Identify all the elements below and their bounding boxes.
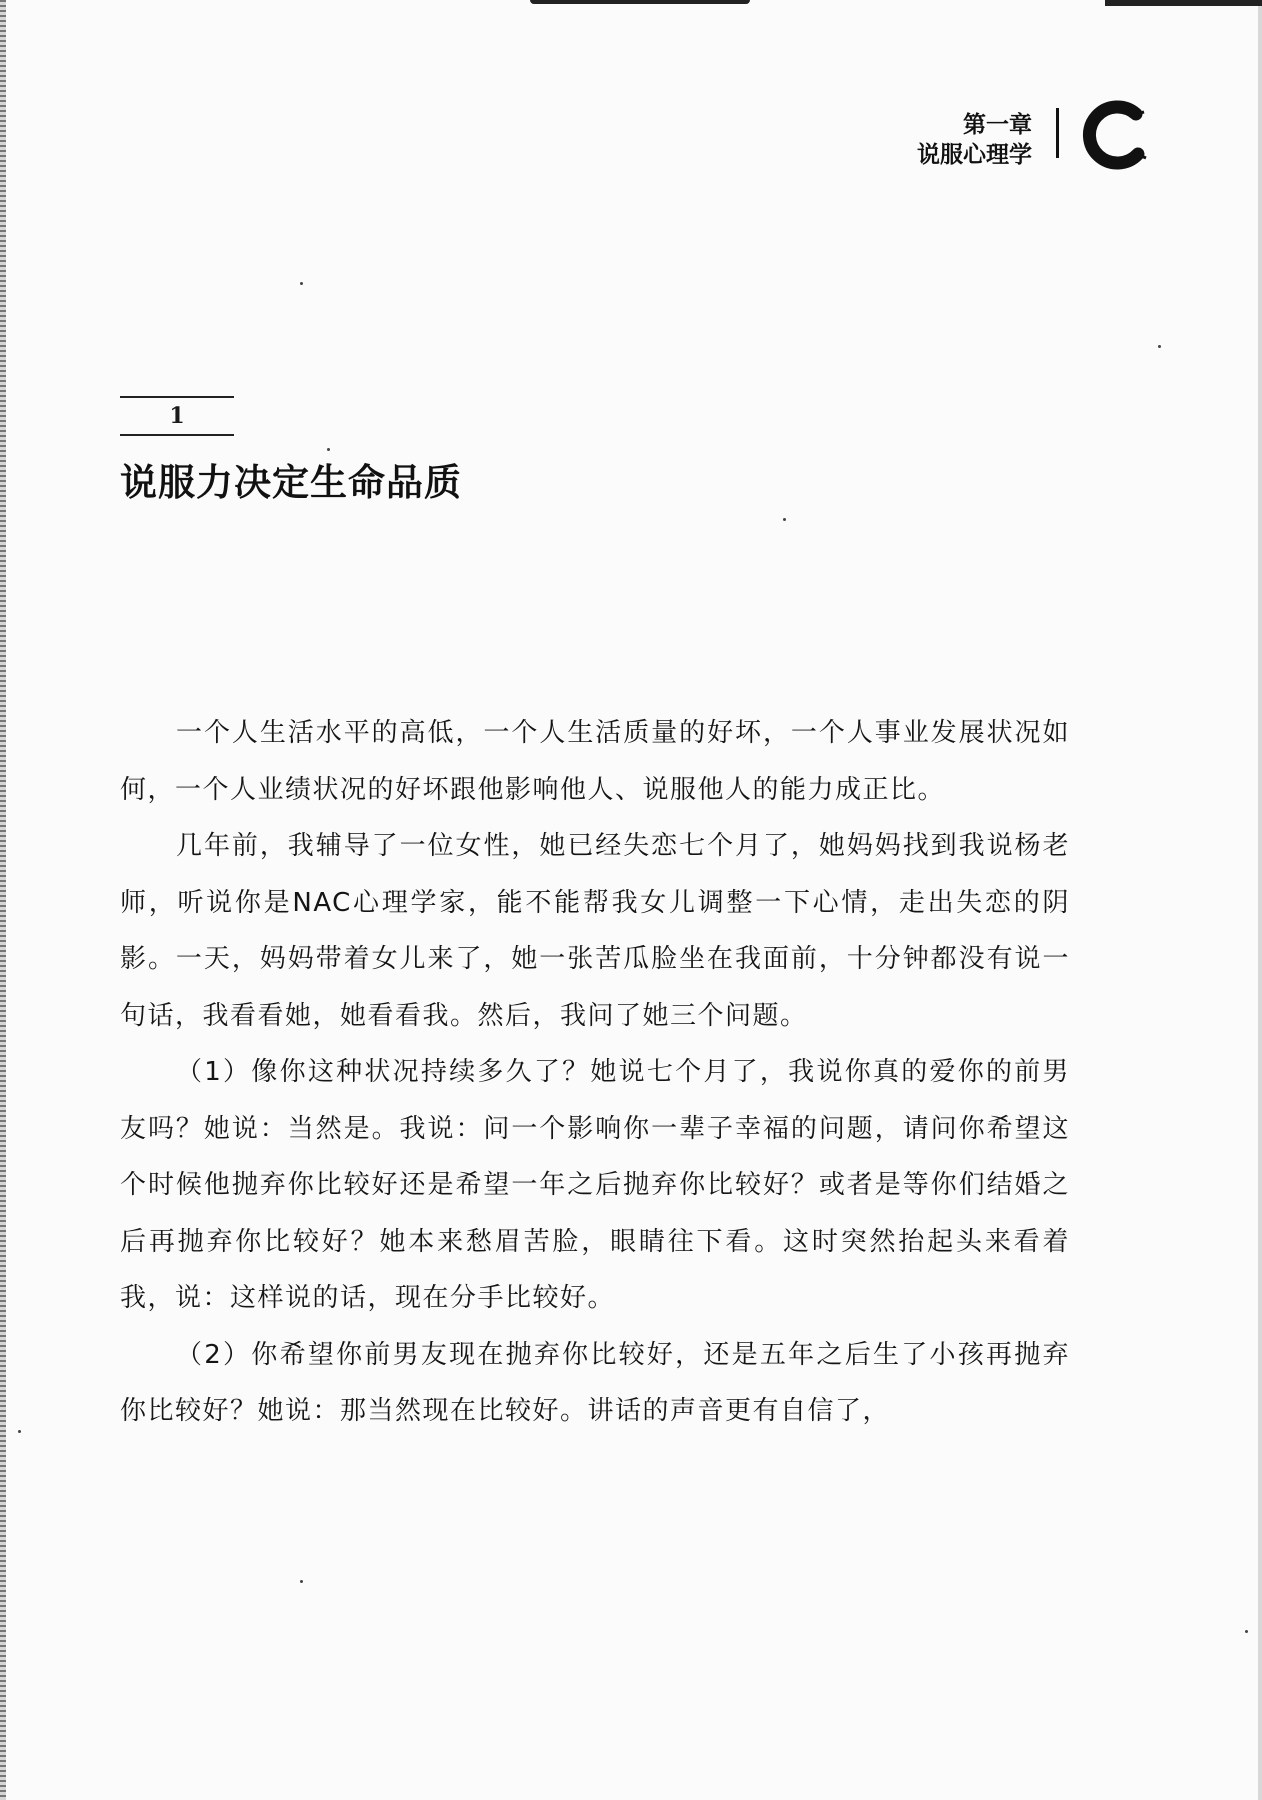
section-number-rule-bottom — [120, 434, 234, 436]
scan-top-right — [1105, 0, 1262, 6]
running-header-title: 说服心理学 — [917, 142, 1032, 168]
running-header-divider — [1056, 108, 1059, 158]
section-title: 说服力决定生命品质 — [120, 461, 462, 504]
body-text — [120, 705, 1070, 1440]
section-number-block — [120, 396, 234, 436]
paragraph: 一个人生活水平的高低，一个人生活质量的好坏，一个人事业发展状况如何，一个人业绩状况的好坏跟他影响他人、说服他人的能力成正比。 — [120, 718, 1070, 805]
paragraph: （2）你希望你前男友现在抛弃你比较好，还是五年之后生了小孩再抛弃你比较好？她说：那当然现在比较好。讲话的声音更有自信了， — [120, 1339, 1070, 1426]
paragraph: 几年前，我辅导了一位女性，她已经失恋七个月了，她妈妈找到我说杨老师，听说你是NAC心理学家，能不能帮我女儿调整一下心情，走出失恋的阴影。一天，妈妈带着女儿来了，她一张苦瓜脸坐在我面前，十分钟都没有说一句话，我看看她，她看看我。然后，我问了她三个问题。 — [120, 831, 1070, 1031]
paragraph: （1）像你这种状况持续多久了？她说七个月了，我说你真的爱你的前男友吗？她说：当然是。我说：问一个影响你一辈子幸福的问题，请问你希望这个时候他抛弃你比较好还是希望一年之后抛弃你比较好？或者是等你们结婚之后再抛弃你比较好？她本来愁眉苦脸，眼睛往下看。这时突然抬起头来看着我，说：这样说的话，现在分手比较好。 — [120, 1057, 1070, 1313]
running-header — [812, 110, 1032, 170]
scan-edge-right — [1258, 0, 1262, 1800]
section-number-rule-top — [120, 396, 234, 398]
scan-speck — [327, 448, 330, 451]
chapter-c-mark-icon — [1078, 100, 1148, 170]
scan-speck — [300, 1580, 303, 1583]
section-number: 1 — [169, 403, 185, 429]
running-header-chapter: 第一章 — [963, 112, 1032, 138]
scan-top-bar — [530, 0, 750, 4]
scan-speck — [1245, 1630, 1248, 1633]
scan-speck — [18, 1430, 21, 1433]
scan-speck — [300, 282, 303, 285]
scan-edge-left — [0, 0, 6, 1800]
scan-speck — [783, 518, 786, 521]
scan-speck — [1158, 345, 1161, 348]
